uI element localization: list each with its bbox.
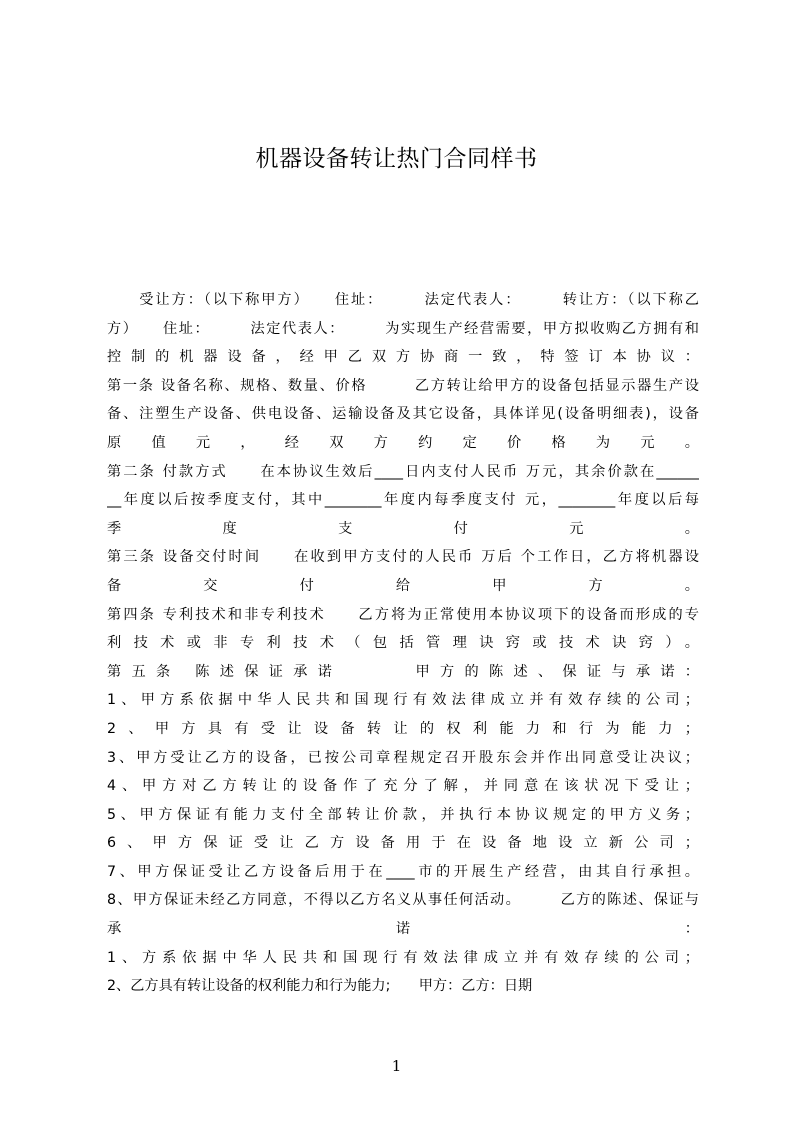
body-line: 方） 住址： 法定代表人： 为实现生产经营需要，甲方拟收购乙方拥有和 [107,320,699,337]
contract-body [107,286,699,1001]
body-line: 第五条 陈述保证承诺 甲方的陈述、保证与承诺： [107,663,699,680]
body-line: 利技术或非专利技术（包括管理诀窍或技术诀窍）。 [107,635,699,652]
body-line: 2、乙方具有转让设备的权利能力和行为能力; 甲方：乙方：日期 [107,978,533,995]
body-line: 承 诺 ： [107,921,699,938]
body-line: __年度以后按季度支付，其中________年度内每季度支付 元，________年度以后每 [107,492,699,509]
body-line: 第三条 设备交付时间 在收到甲方支付的人民币 万后 个工作日，乙方将机器设 [107,549,699,566]
body-line: 备 交 付 给 甲 方 。 [107,577,699,594]
body-line: 2、甲方具有受让设备转让的权利能力和行为能力； [107,720,699,737]
body-line: 5、甲方保证有能力支付全部转让价款，并执行本协议规定的甲方义务； [107,806,699,823]
body-line: 1、方系依据中华人民共和国现行有效法律成立并有效存续的公司； [107,949,699,966]
body-line: 1、甲方系依据中华人民共和国现行有效法律成立并有效存续的公司； [107,692,699,709]
document-title: 机器设备转让热门合同样书 [255,146,538,172]
body-line: 控制的机器设备，经甲乙双方协商一致，特签订本协议： [107,349,699,366]
body-line: 6、甲方保证受让乙方设备用于在设备地设立新公司； [107,835,699,852]
body-line: 原 值 元 ， 经 双 方 约 定 价 格 为 元 。 [107,434,699,451]
body-line: 3、甲方受让乙方的设备，已按公司章程规定召开股东会并作出同意受让决议； [107,749,699,766]
body-line: 第四条 专利技术和非专利技术 乙方将为正常使用本协议项下的设备而形成的专 [107,606,699,623]
body-line: 4、甲方对乙方转让的设备作了充分了解，并同意在该状况下受让； [107,778,699,795]
body-line: 受让方：（以下称甲方） 住址： 法定代表人： 转让方：（以下称乙 [107,292,699,308]
body-line: 备、注塑生产设备、供电设备、运输设备及其它设备，具体详见(设备明细表)，设备 [107,406,699,423]
body-line: 第一条 设备名称、规格、数量、价格 乙方转让给甲方的设备包括显示器生产设 [107,377,699,394]
body-line: 季 度 支 付 元 。 [107,520,699,537]
page-number: 1 [391,1057,402,1075]
body-line: 7、甲方保证受让乙方设备后用于在____市的开展生产经营，由其自行承担。 [107,863,699,880]
body-line: 第二条 付款方式 在本协议生效后____日内支付人民币 万元，其余价款在______ [107,463,699,480]
body-line: 8、甲方保证未经乙方同意，不得以乙方名义从事任何活动。 乙方的陈述、保证与 [107,892,699,909]
